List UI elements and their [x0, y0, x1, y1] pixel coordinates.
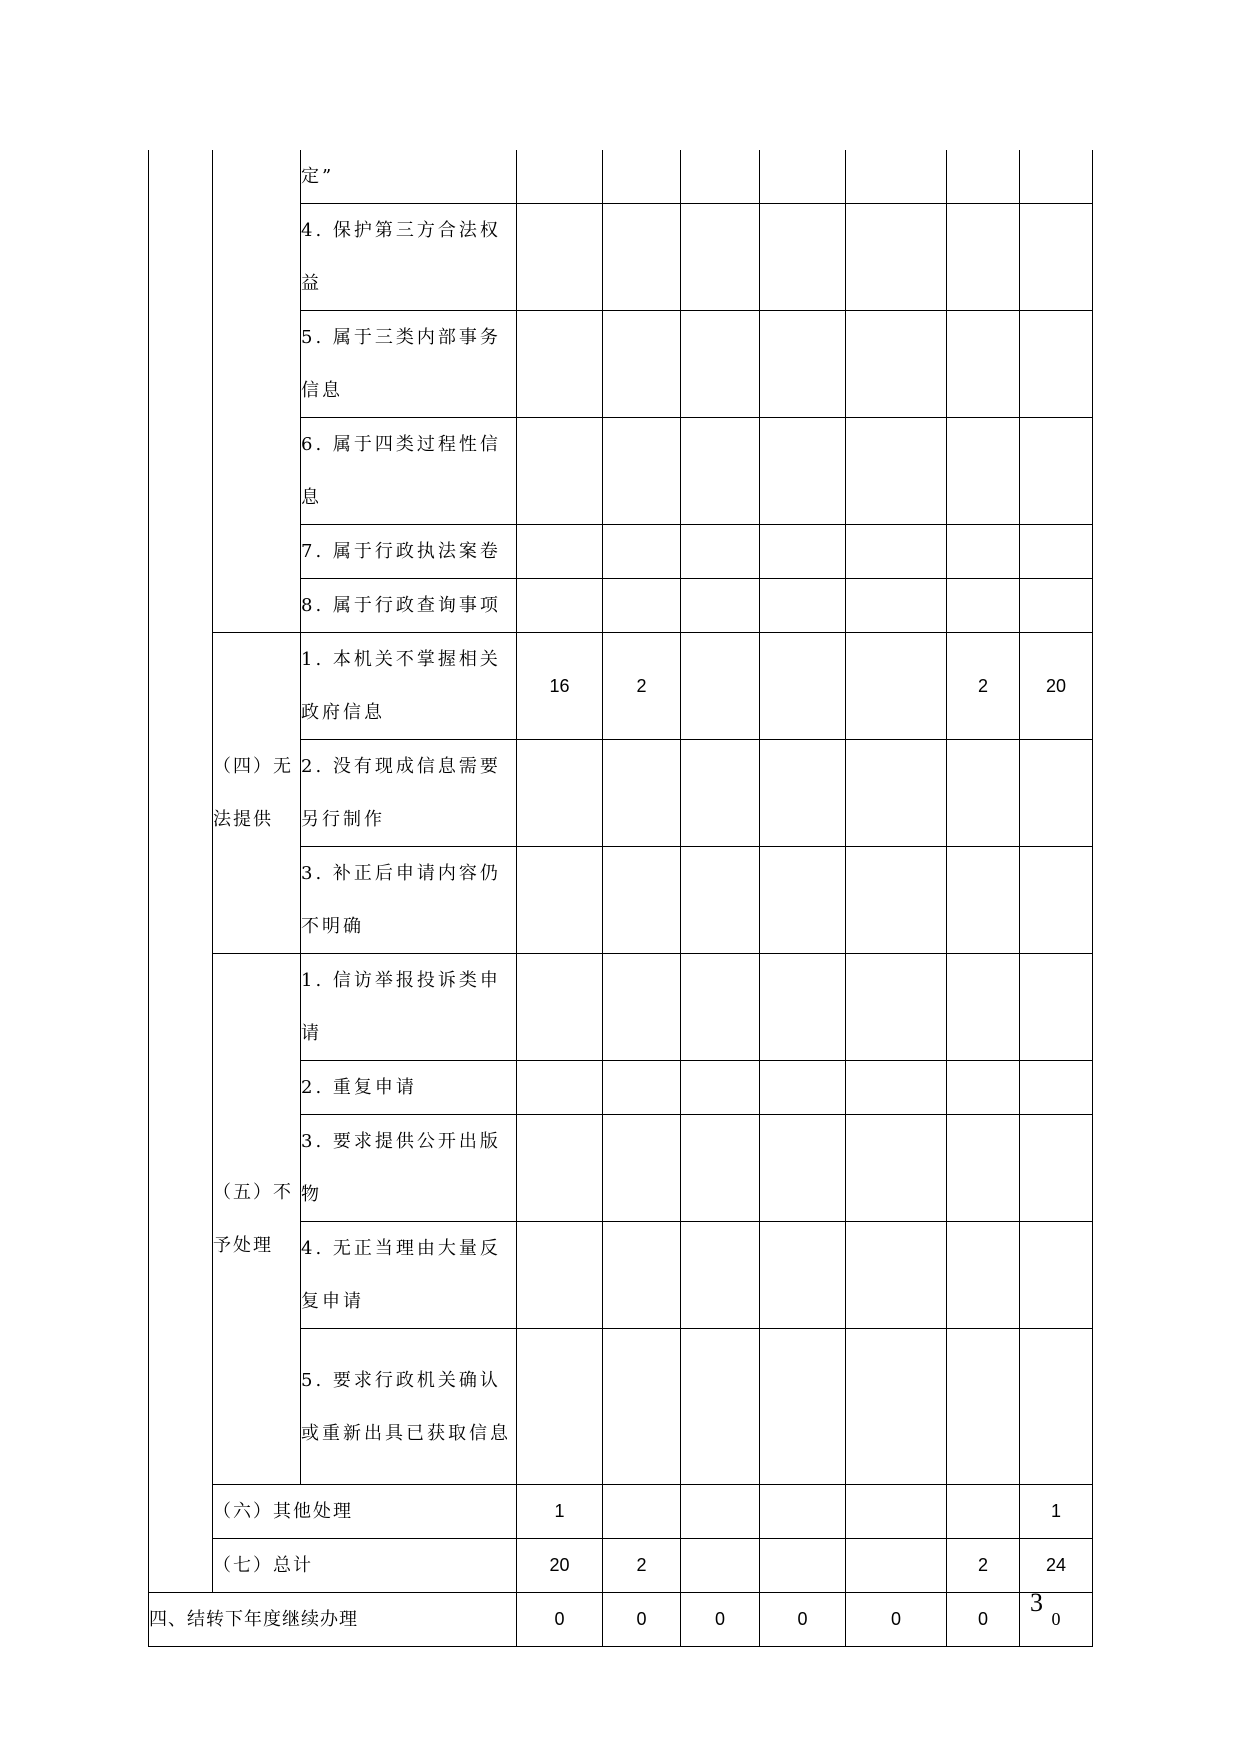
- item-label: 3. 要求提供公开出版物: [301, 1115, 517, 1222]
- other-processing-label: （六）其他处理: [213, 1485, 517, 1539]
- value-cell: 0: [603, 1593, 681, 1647]
- value-cell: [760, 633, 846, 740]
- total-label: （七）总计: [213, 1539, 517, 1593]
- disclosure-table: [148, 150, 1093, 1647]
- item-label: 5. 属于三类内部事务信息: [301, 311, 517, 418]
- item-label: 定”: [301, 150, 517, 204]
- value-cell: 20: [517, 1539, 603, 1593]
- item-label: 2. 没有现成信息需要另行制作: [301, 740, 517, 847]
- value-cell: 0: [760, 1593, 846, 1647]
- value-cell: [603, 1485, 681, 1539]
- item-label: 8. 属于行政查询事项: [301, 579, 517, 633]
- value-cell: 2: [603, 1539, 681, 1593]
- value-cell: 0: [1020, 1593, 1093, 1647]
- outer-column: [149, 1222, 213, 1329]
- value-cell: 2: [947, 633, 1020, 740]
- item-label: 7. 属于行政执法案卷: [301, 525, 517, 579]
- value-cell: [681, 1539, 760, 1593]
- item-label: 6. 属于四类过程性信息: [301, 418, 517, 525]
- value-cell: 2: [603, 633, 681, 740]
- table-row: [149, 954, 1093, 1061]
- table-row: [149, 1593, 1093, 1647]
- item-label: 2. 重复申请: [301, 1061, 517, 1115]
- value-cell: 20: [1020, 633, 1093, 740]
- outer-column: [149, 1061, 213, 1115]
- value-cell: [947, 1485, 1020, 1539]
- value-cell: [846, 1485, 947, 1539]
- item-label: 5. 要求行政机关确认或重新出具已获取信息: [301, 1329, 517, 1485]
- value-cell: 0: [517, 1593, 603, 1647]
- value-cell: 1: [517, 1485, 603, 1539]
- outer-column: [149, 150, 213, 1061]
- item-label: 4. 无正当理由大量反复申请: [301, 1222, 517, 1329]
- page-number: 3: [1030, 1588, 1043, 1617]
- outer-column: [149, 1485, 213, 1539]
- item-label: 1. 本机关不掌握相关政府信息: [301, 633, 517, 740]
- value-cell: 24: [1020, 1539, 1093, 1593]
- value-cell: [760, 1539, 846, 1593]
- category-not-processed: （五）不予处理: [213, 954, 301, 1485]
- value-cell: [681, 633, 760, 740]
- table-row: [149, 633, 1093, 740]
- value-cell: [846, 1539, 947, 1593]
- item-label: 4. 保护第三方合法权益: [301, 204, 517, 311]
- value-cell: 0: [681, 1593, 760, 1647]
- outer-column: [149, 1115, 213, 1222]
- value-cell: 2: [947, 1539, 1020, 1593]
- value-cell: 1: [1020, 1485, 1093, 1539]
- outer-column: [149, 1329, 213, 1485]
- table-row: [149, 1485, 1093, 1539]
- category-cell: [213, 150, 301, 633]
- value-cell: 16: [517, 633, 603, 740]
- value-cell: [681, 1485, 760, 1539]
- item-label: 1. 信访举报投诉类申请: [301, 954, 517, 1061]
- table-row: [149, 150, 1093, 204]
- carry-over-label: 四、结转下年度继续办理: [149, 1593, 517, 1647]
- value-cell: [760, 1485, 846, 1539]
- value-cell: [846, 633, 947, 740]
- category-unable-to-provide: （四）无法提供: [213, 633, 301, 954]
- value-cell: 0: [947, 1593, 1020, 1647]
- item-label: 3. 补正后申请内容仍不明确: [301, 847, 517, 954]
- table-row: [149, 1539, 1093, 1593]
- outer-column: [149, 1539, 213, 1593]
- value-cell: 0: [846, 1593, 947, 1647]
